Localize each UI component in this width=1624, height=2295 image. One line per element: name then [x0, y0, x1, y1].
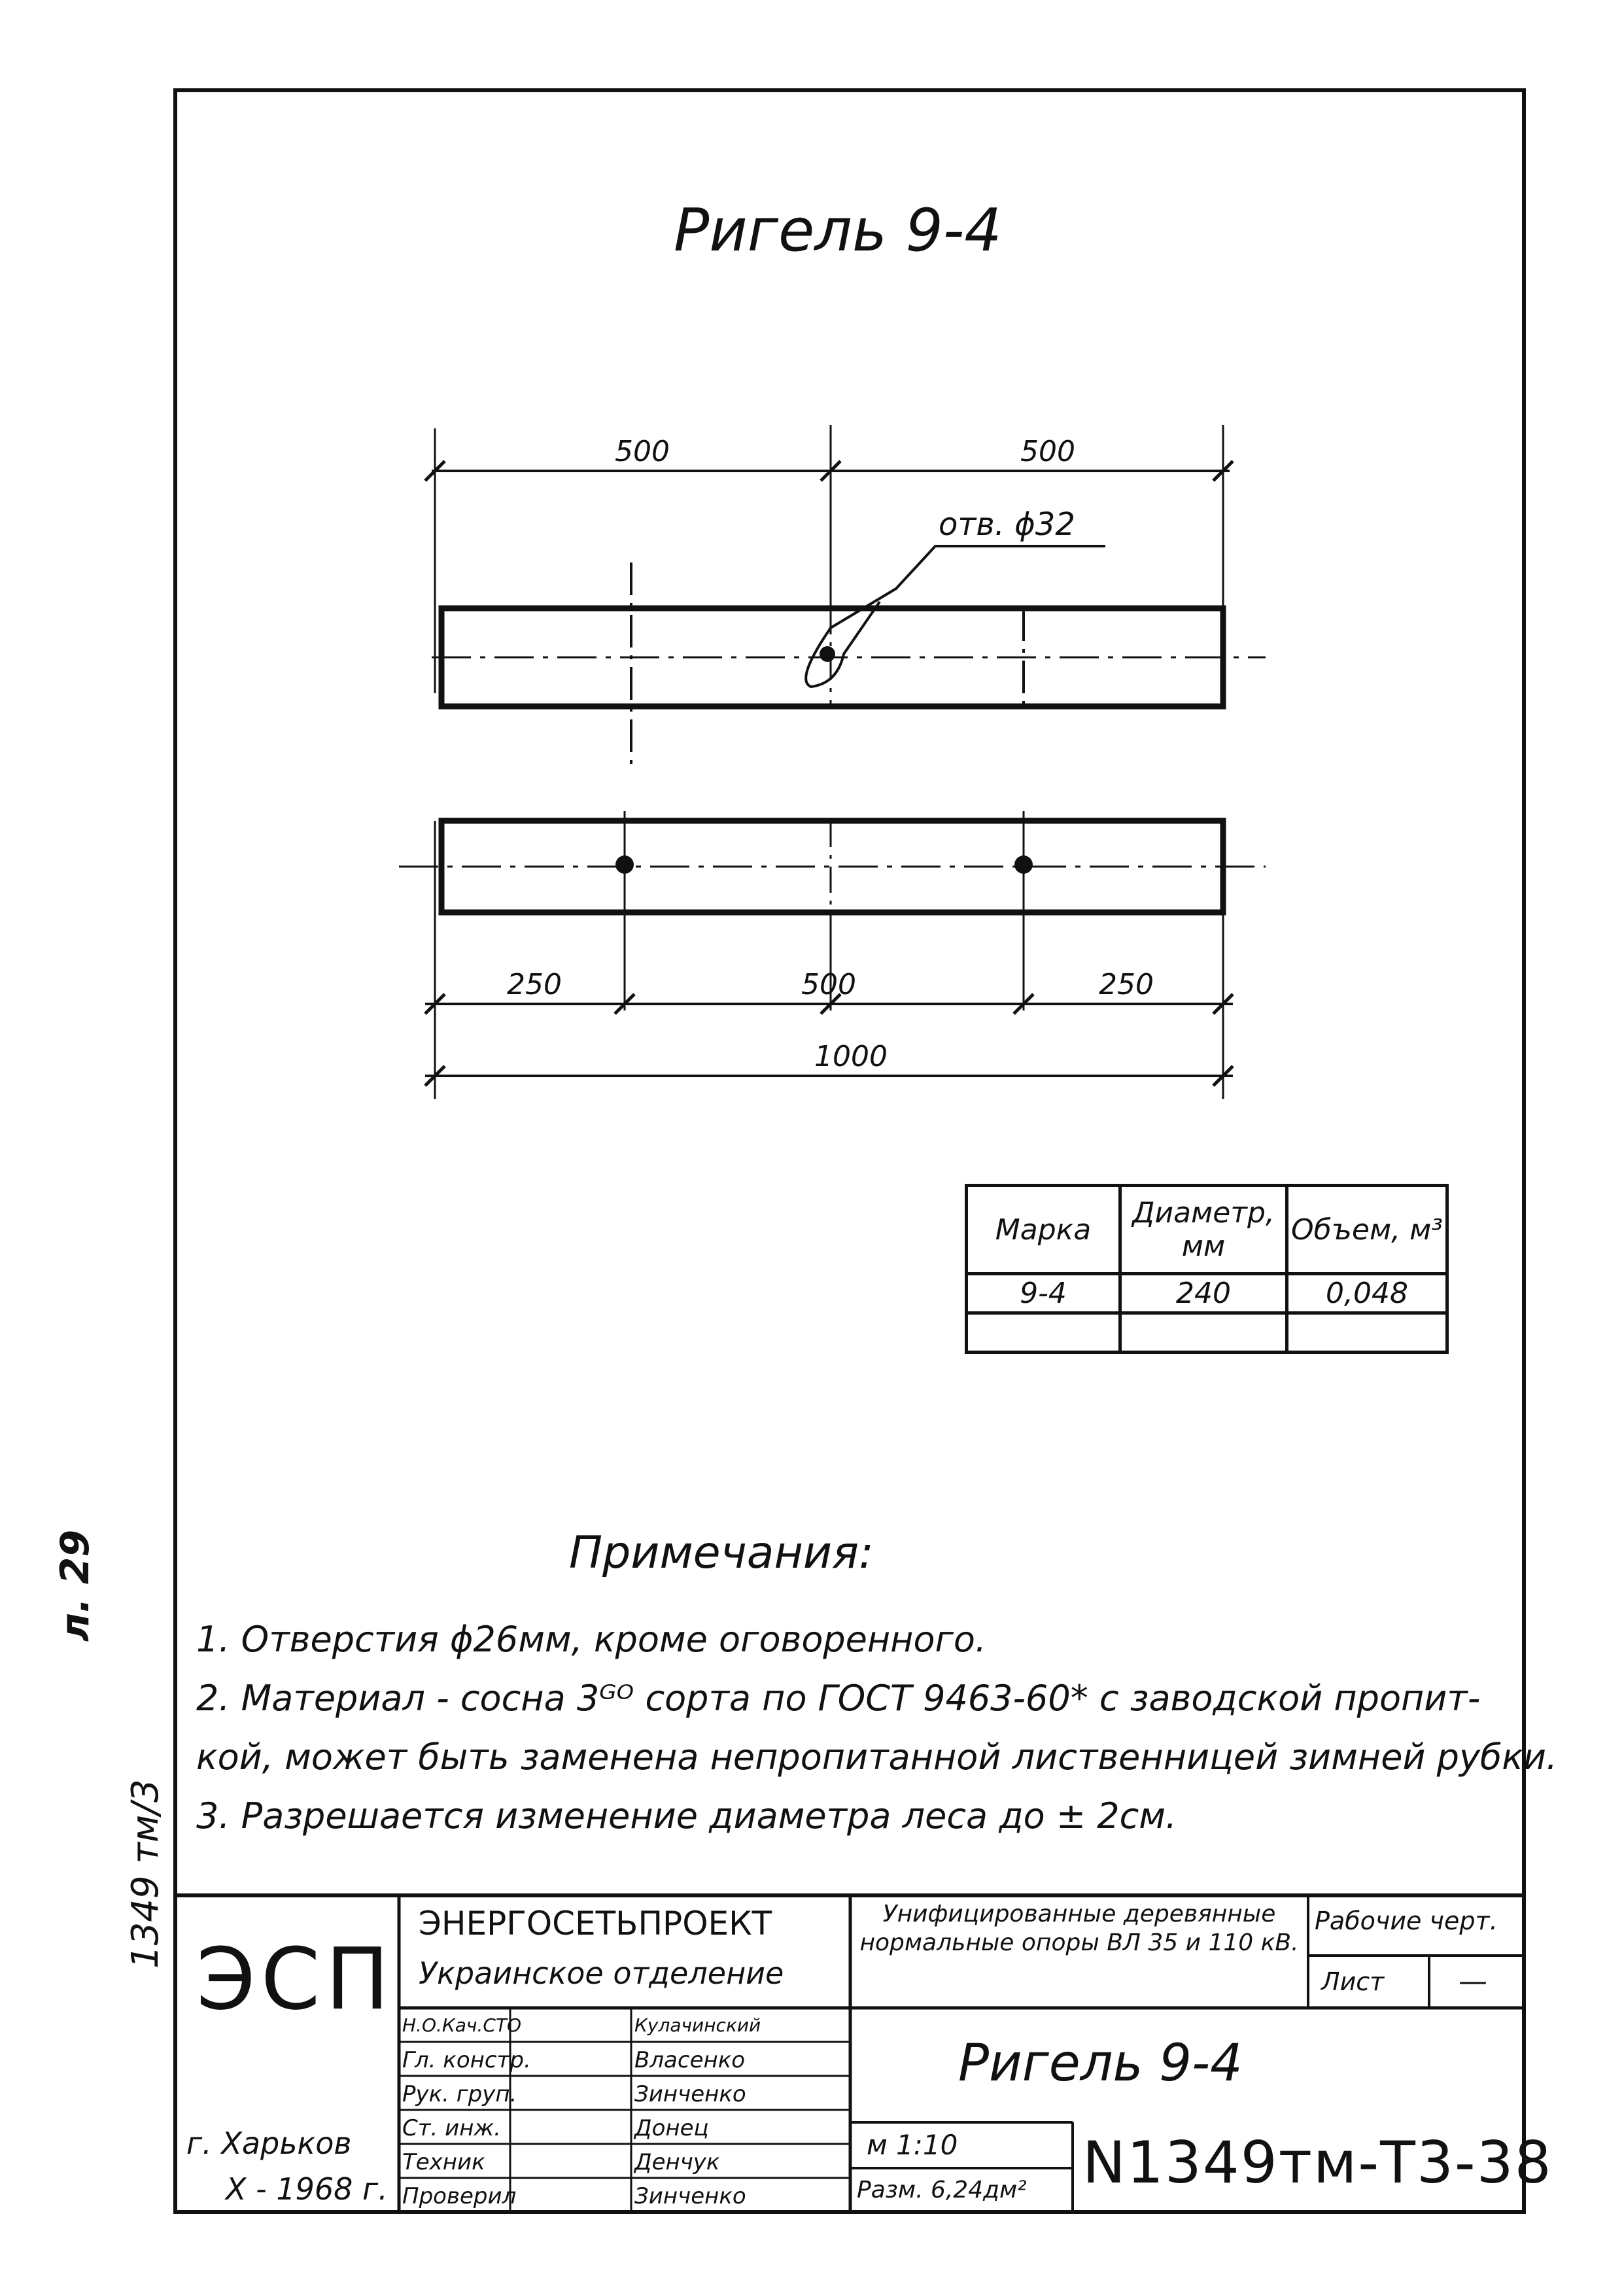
dim-bottom-left: 250 [507, 968, 562, 1001]
project-title: Унифицированные деревянные нормальные опоры ВЛ 35 и 110 кВ. [859, 1901, 1299, 1956]
margin-code-note: 1349 тм/3 [124, 1779, 167, 1969]
dim-top-right: 500 [1020, 435, 1075, 468]
spec-header: Объем, м³ [1287, 1186, 1447, 1274]
margin-sheet-note: л. 29 [52, 1529, 98, 1642]
stage: Рабочие черт. [1315, 1907, 1498, 1935]
spec-header: Марка [967, 1186, 1120, 1274]
hole-callout: отв. ϕ32 [939, 506, 1075, 543]
org-dept: Украинское отделение [419, 1956, 784, 1991]
role-label: Рук. груп. [402, 2081, 517, 2107]
role-name: Кулачинский [634, 2014, 761, 2036]
role-label: Н.О.Кач.СТО [402, 2014, 522, 2036]
date: X - 1968 г. [226, 2171, 388, 2207]
role-label: Ст. инж. [402, 2115, 501, 2141]
dim-overall: 1000 [814, 1040, 888, 1073]
role-name: Зинченко [634, 2081, 746, 2107]
role-name: Власенко [634, 2047, 746, 2073]
dim-bottom-mid: 500 [801, 968, 856, 1001]
dim-top-left: 500 [615, 435, 670, 468]
note-item: кой, может быть заменена непропитанной лиственницей зимней рубки. [196, 1736, 1558, 1778]
spec-cell: 0,048 [1287, 1274, 1447, 1313]
role-name: Денчук [634, 2149, 720, 2175]
note-item: 3. Разрешается изменение диаметра леса до ± 2см. [196, 1795, 1177, 1837]
spec-cell: 240 [1120, 1274, 1287, 1313]
note-item: 2. Материал - сосна 3ᴳᴼ сорта по ГОСТ 9463-60* с заводской пропит- [196, 1678, 1481, 1719]
role-label: Проверил [402, 2183, 517, 2209]
role-name: Донец [634, 2115, 709, 2141]
dim-bottom-right: 250 [1099, 968, 1154, 1001]
item-title: Ригель 9-4 [958, 2034, 1243, 2093]
notes-title: Примечания: [569, 1527, 874, 1579]
doc-number: N1349тм-Т3-38 [1082, 2129, 1553, 2196]
sheet-label: Лист [1321, 1967, 1385, 1996]
role-label: Техник [402, 2149, 485, 2175]
role-label: Гл. констр. [402, 2047, 531, 2073]
spec-header: Диаметр, мм [1120, 1186, 1287, 1274]
org-logo: ЭСП [196, 1929, 395, 2029]
note-item: 1. Отверстия ϕ26мм, кроме оговоренного. [196, 1619, 987, 1660]
sheet-value: — [1459, 1965, 1487, 1998]
spec-cell: 9-4 [967, 1274, 1120, 1313]
scale: м 1:10 [867, 2129, 958, 2161]
drawing-title: Ригель 9-4 [674, 196, 1002, 265]
role-name: Зинченко [634, 2183, 746, 2209]
city: г. Харьков [186, 2126, 352, 2161]
format-size: Разм. 6,24дм² [857, 2177, 1027, 2203]
org-name: ЭНЕРГОСЕТЬПРОЕКТ [419, 1905, 772, 1942]
